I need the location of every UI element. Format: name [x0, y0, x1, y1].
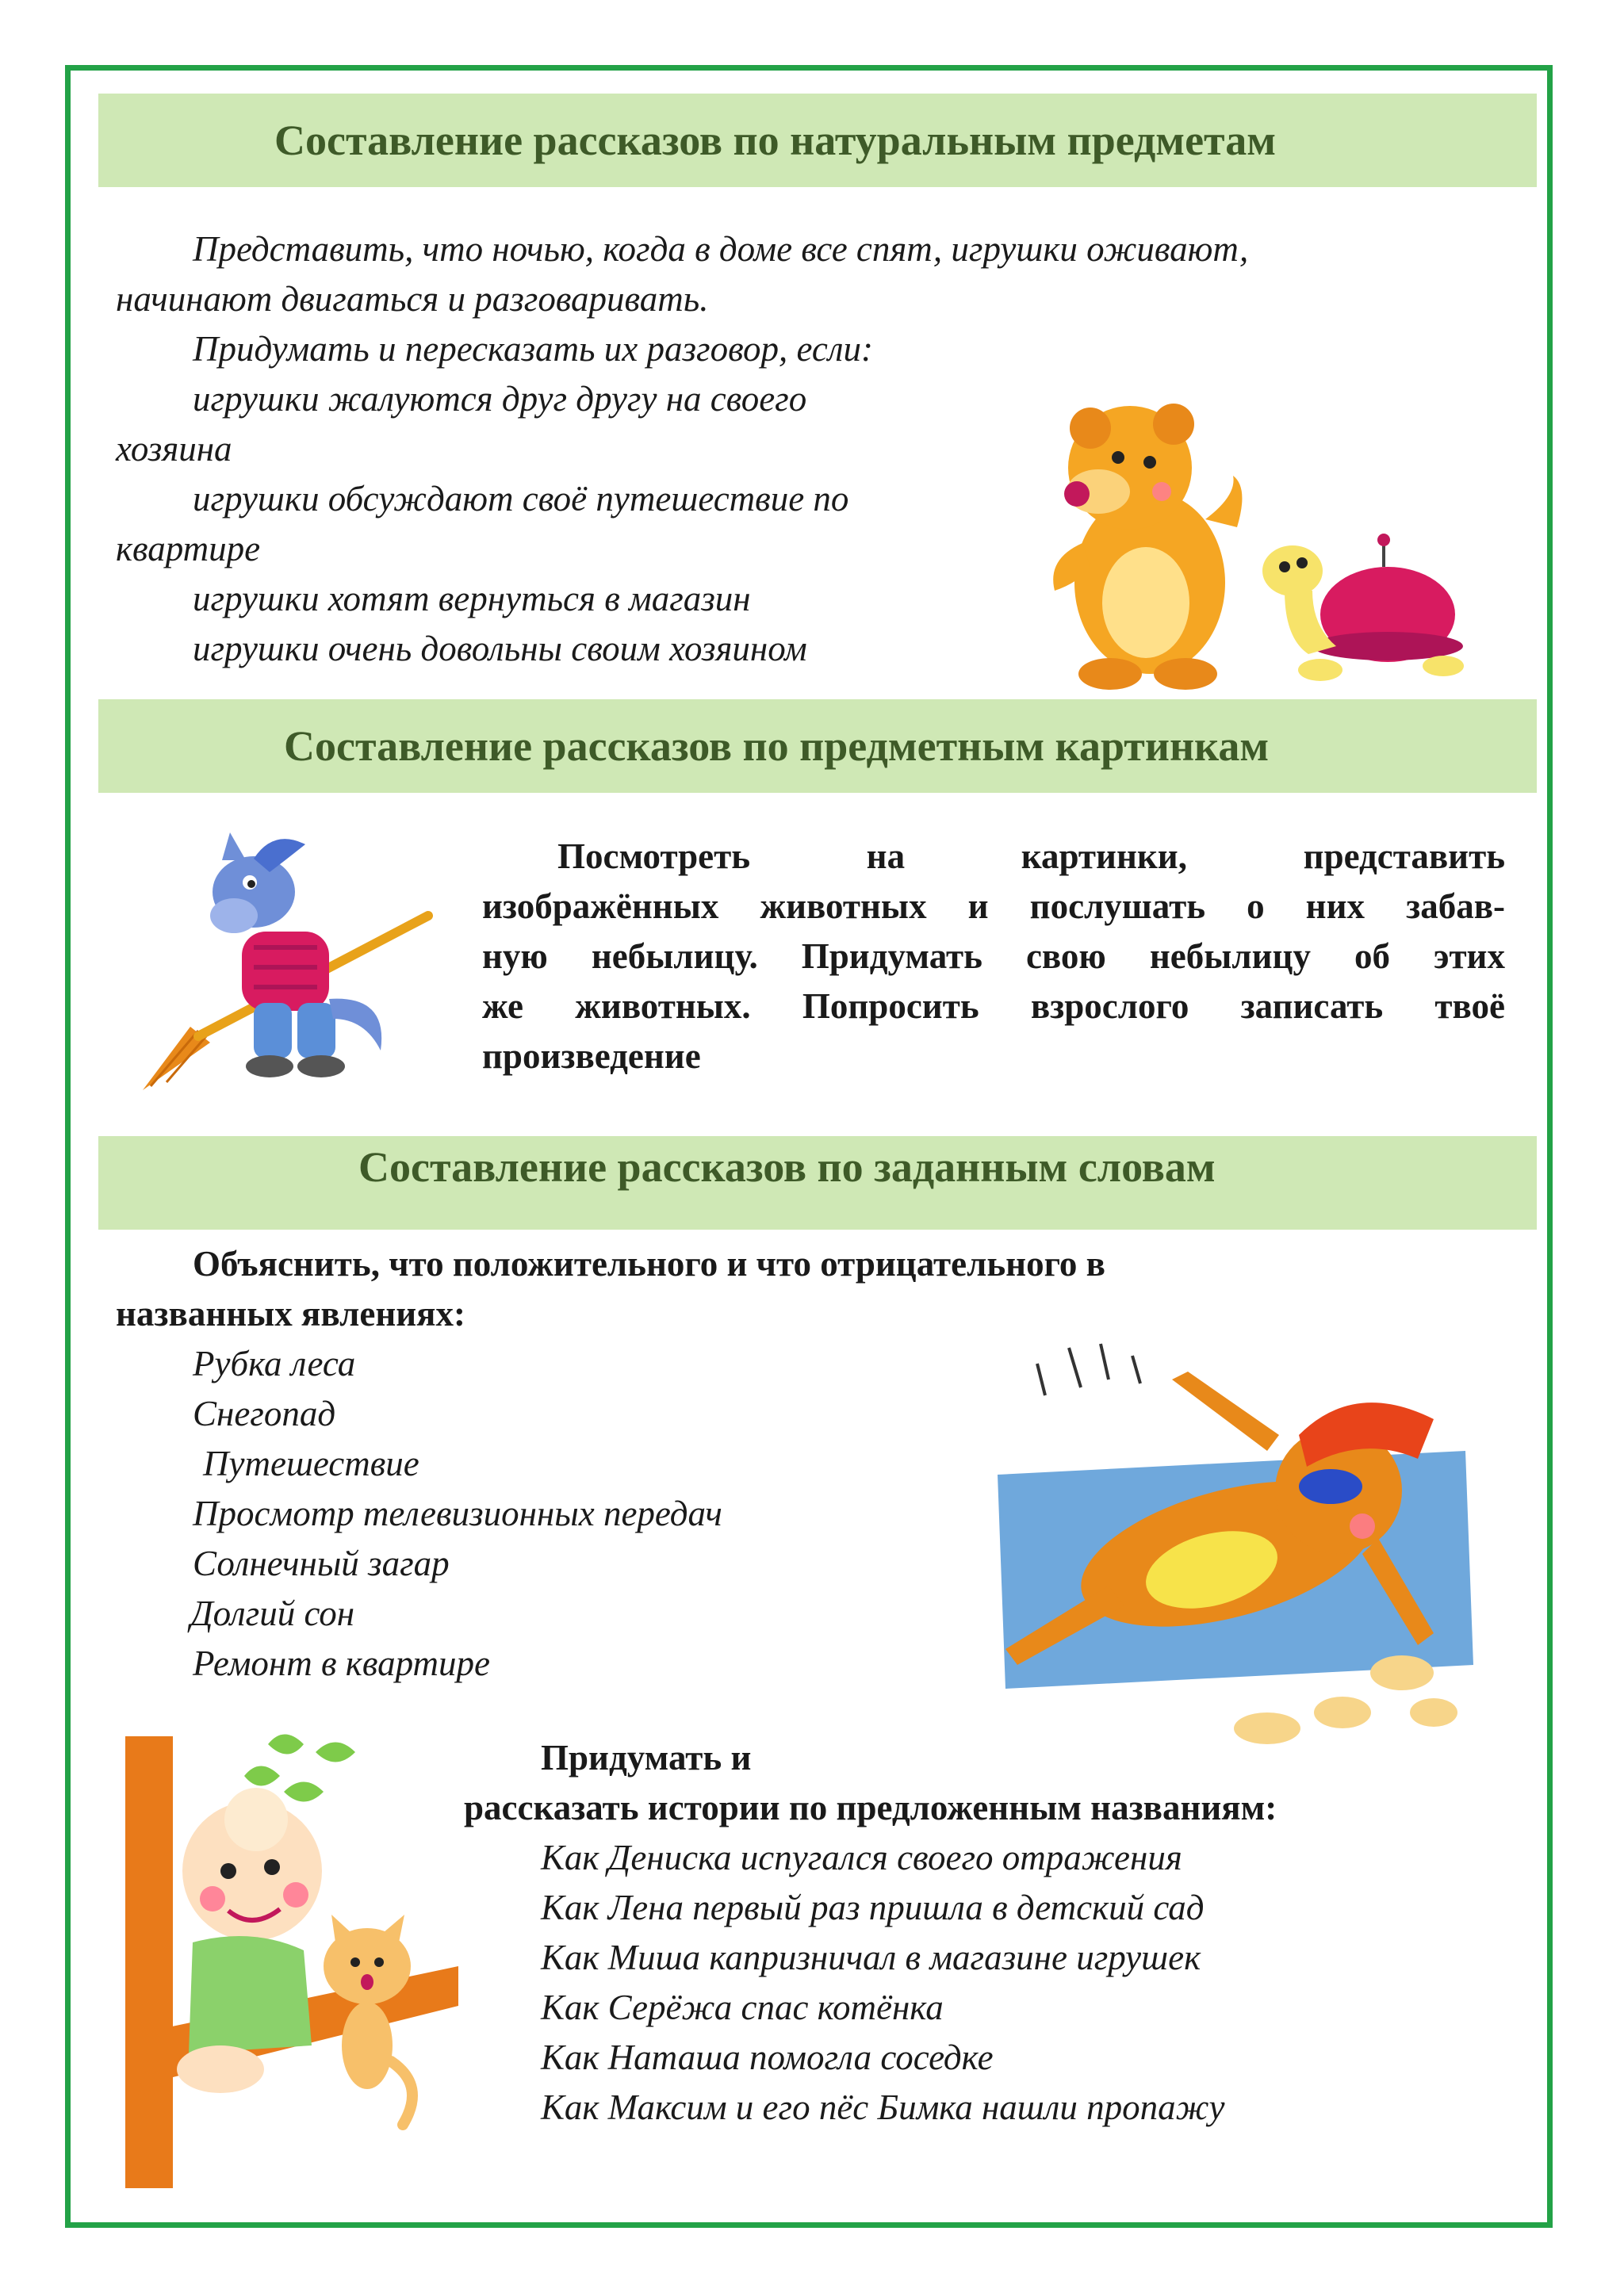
section-header-words: [98, 1136, 1537, 1230]
paragraph-line: же животных. Попросить взрослого записать твоё: [482, 986, 1505, 1026]
phenomenon-item: Долгий сон: [190, 1594, 355, 1633]
list-item-cont: хозяина: [116, 429, 232, 469]
stories-lead-line: Придумать и: [541, 1738, 752, 1777]
stories-lead-line: рассказать истории по предложенным названиям:: [464, 1788, 1277, 1827]
prompt-line: Придумать и пересказать их разговор, если:: [193, 329, 873, 369]
paragraph-line: начинают двигаться и разговаривать.: [116, 279, 709, 319]
list-item: игрушки очень довольны своим хозяином: [193, 629, 807, 668]
story-title: Как Миша капризничал в магазине игрушек: [541, 1938, 1201, 1977]
list-item: игрушки хотят вернуться в магазин: [193, 579, 751, 618]
phenomenon-item: Ремонт в квартире: [193, 1644, 490, 1683]
story-title: Как Дениска испугался своего отражения: [541, 1838, 1182, 1877]
list-item: игрушки обсуждают своё путешествие по: [193, 479, 849, 519]
phenomenon-item: Просмотр телевизионных передач: [193, 1494, 722, 1533]
paragraph-line: изображённых животных и послушать о них забав-: [482, 886, 1505, 926]
list-item-cont: квартире: [116, 529, 261, 568]
lead-line: Объяснить, что положительного и что отрицательного в: [193, 1244, 1105, 1284]
phenomenon-item: Путешествие: [203, 1444, 419, 1483]
paragraph-line: Посмотреть на картинки, представить: [557, 836, 1505, 876]
boy-and-kitten-in-tree-image: [125, 1728, 458, 2188]
story-title: Как Лена первый раз пришла в детский сад: [541, 1888, 1205, 1927]
paragraph-line: Представить, что ночью, когда в доме все спят, игрушки оживают,: [193, 229, 1249, 269]
list-item: игрушки жалуются друг другу на своего: [193, 379, 807, 419]
pictures-text: [482, 832, 1505, 1081]
section-header-natural: [98, 94, 1537, 187]
lead-line: названных явлениях:: [116, 1294, 466, 1334]
phenomenon-item: Рубка леса: [193, 1344, 356, 1383]
section-title: Составление рассказов по заданным словам: [358, 1143, 1216, 1191]
sunbathing-boy-image: [990, 1332, 1481, 1760]
horse-with-broom-image: [135, 828, 444, 1098]
story-title: Как Максим и его пёс Бимка нашли пропажу: [541, 2087, 1225, 2127]
phenomenon-item: Солнечный загар: [193, 1544, 450, 1583]
story-title: Как Наташа помогла соседке: [541, 2038, 994, 2077]
paragraph-line: произведение: [482, 1036, 701, 1076]
section-title: Составление рассказов по предметным картинкам: [284, 722, 1270, 770]
story-title: Как Серёжа спас котёнка: [541, 1988, 944, 2027]
section-title: Составление рассказов по натуральным предметам: [274, 117, 1277, 164]
phenomenon-item: Снегопад: [193, 1394, 336, 1433]
bear-and-turtle-image: [1023, 400, 1467, 694]
paragraph-line: ную небылицу. Придумать свою небылицу об этих: [482, 936, 1505, 976]
section-header-pictures: [98, 699, 1537, 793]
